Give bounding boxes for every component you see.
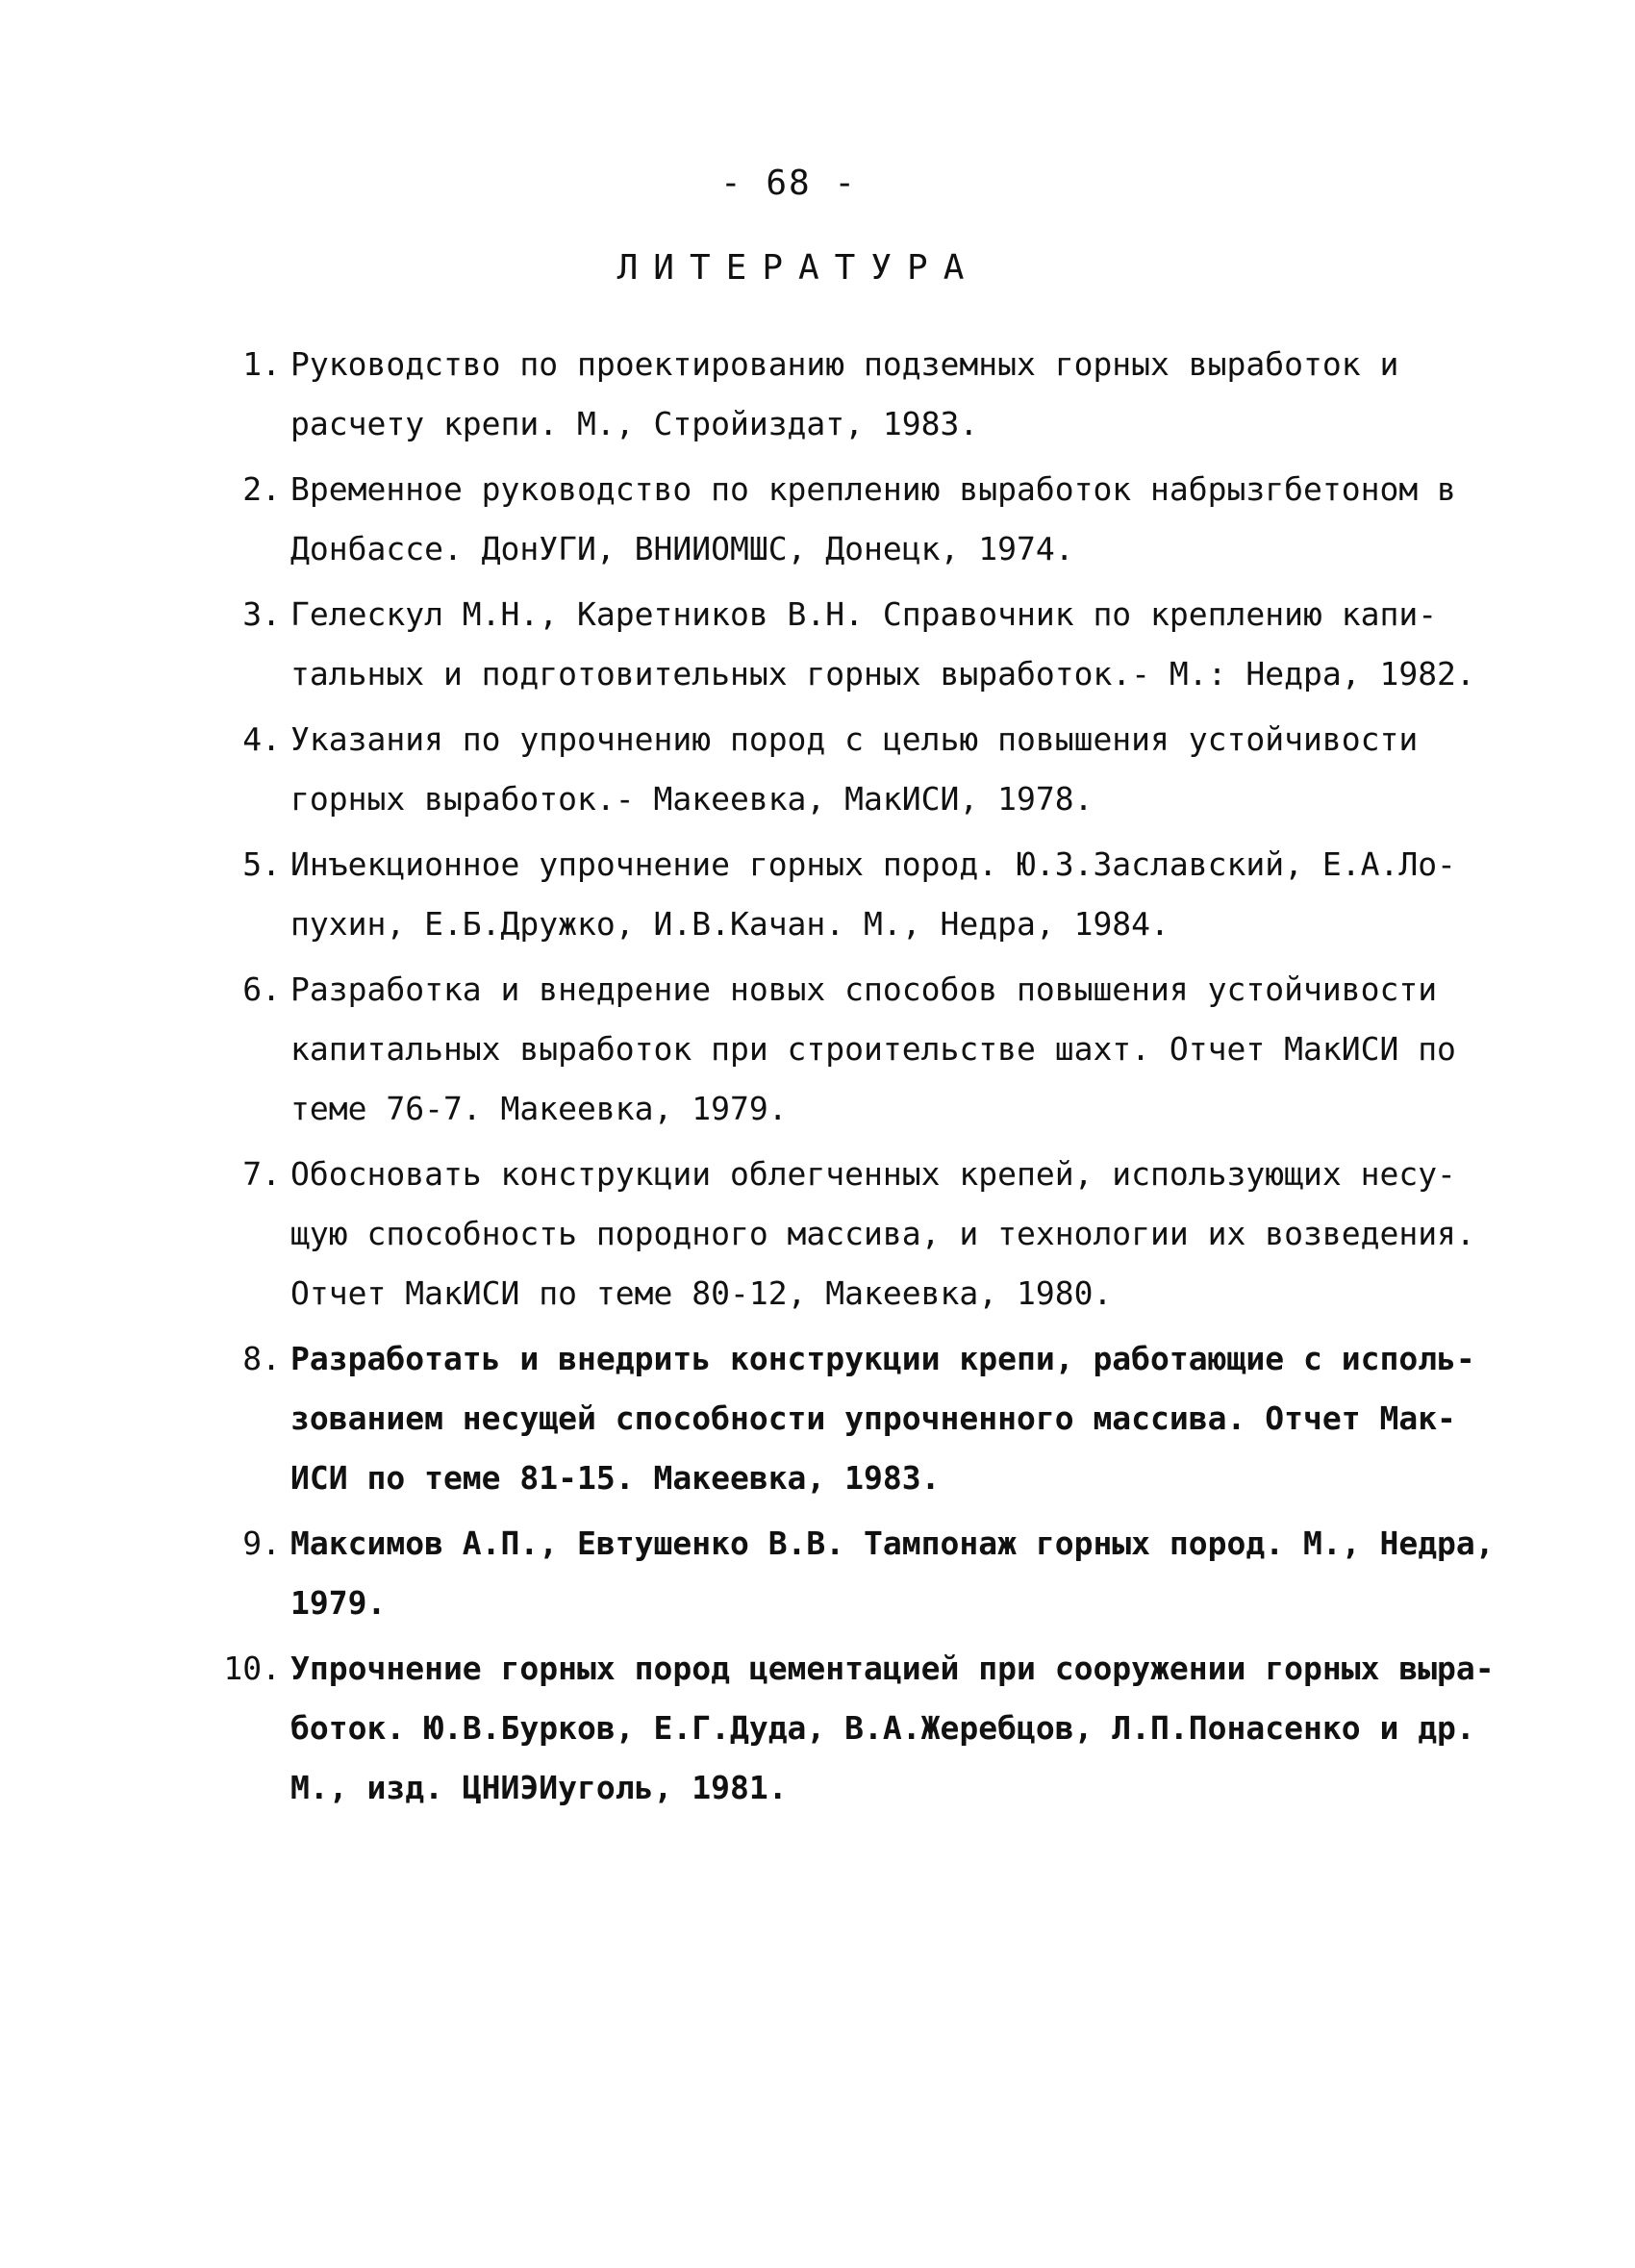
- reference-line: горных выработок.- Макеевка, МакИСИ, 1978.: [290, 780, 1094, 818]
- reference-number: 4.: [242, 720, 281, 758]
- reference-line: Донбассе. ДонУГИ, ВНИИОМШС, Донецк, 1974.: [290, 530, 1074, 567]
- reference-line: щую способность породного массива, и технологии их возведения.: [290, 1215, 1475, 1252]
- reference-number: 5.: [242, 845, 281, 883]
- reference-line: Временное руководство по креплению выработок набрызгбетоном в: [290, 470, 1456, 508]
- reference-item-5: [202, 835, 1456, 954]
- reference-line: Максимов А.П., Евтушенко В.В. Тампонаж горных пород. М., Недра,: [290, 1525, 1495, 1562]
- reference-number: 1.: [242, 345, 281, 383]
- reference-number: 10.: [223, 1650, 281, 1687]
- reference-line: Разработать и внедрить конструкции крепи, работающие с исполь-: [290, 1340, 1475, 1377]
- reference-line: тальных и подготовительных горных выработок.- М.: Недра, 1982.: [290, 655, 1475, 693]
- reference-line: Упрочнение горных пород цементацией при сооружении горных выра-: [290, 1650, 1495, 1687]
- reference-line: М., изд. ЦНИЭИуголь, 1981.: [290, 1769, 788, 1806]
- reference-number: 9.: [242, 1525, 281, 1562]
- reference-line: Разработка и внедрение новых способов повышения устойчивости: [290, 970, 1438, 1008]
- reference-item-4: [202, 710, 1452, 829]
- reference-line: 1979.: [290, 1584, 387, 1622]
- reference-item-9: [202, 1514, 1495, 1633]
- reference-item-2: [202, 460, 1456, 579]
- reference-line: зованием несущей способности упрочненного массива. Отчет Мак-: [290, 1399, 1456, 1437]
- reference-line: боток. Ю.В.Бурков, Е.Г.Дуда, В.А.Жеребцов, Л.П.Понасенко и др.: [290, 1709, 1475, 1747]
- reference-number: 7.: [242, 1155, 281, 1193]
- reference-line: капитальных выработок при строительстве шахт. Отчет МакИСИ по: [290, 1030, 1456, 1068]
- reference-item-8: [202, 1329, 1475, 1508]
- reference-line: пухин, Е.Б.Дружко, И.В.Качан. М., Недра, 1984.: [290, 905, 1170, 943]
- reference-list: [202, 335, 1495, 1824]
- reference-line: теме 76-7. Макеевка, 1979.: [290, 1090, 788, 1127]
- reference-item-1: [202, 335, 1452, 454]
- reference-number: 3.: [242, 595, 281, 633]
- reference-item-10: [202, 1639, 1495, 1818]
- reference-line: расчету крепи. М., Стройиздат, 1983.: [290, 405, 979, 442]
- reference-line: Обосновать конструкции облегченных крепей, использующих несу-: [290, 1155, 1456, 1193]
- reference-item-7: [202, 1145, 1475, 1323]
- reference-line: ИСИ по теме 81-15. Макеевка, 1983.: [290, 1459, 941, 1497]
- reference-number: 2.: [242, 470, 281, 508]
- reference-line: Отчет МакИСИ по теме 80-12, Макеевка, 1980.: [290, 1274, 1113, 1312]
- page-number: - 68 -: [719, 164, 858, 203]
- reference-line: Инъекционное упрочнение горных пород. Ю.З.Заславский, Е.А.Ло-: [290, 845, 1456, 883]
- reference-number: 8.: [242, 1340, 281, 1377]
- reference-item-6: [202, 960, 1456, 1139]
- reference-line: Гелескул М.Н., Каретников В.Н. Справочник по креплению капи-: [290, 595, 1438, 633]
- reference-line: Указания по упрочнению пород с целью повышения устойчивости: [290, 720, 1419, 758]
- reference-number: 6.: [242, 970, 281, 1008]
- reference-line: Руководство по проектированию подземных горных выработок и: [290, 345, 1399, 383]
- page-title: ЛИТЕРАТУРА: [616, 248, 980, 288]
- reference-item-3: [202, 585, 1475, 704]
